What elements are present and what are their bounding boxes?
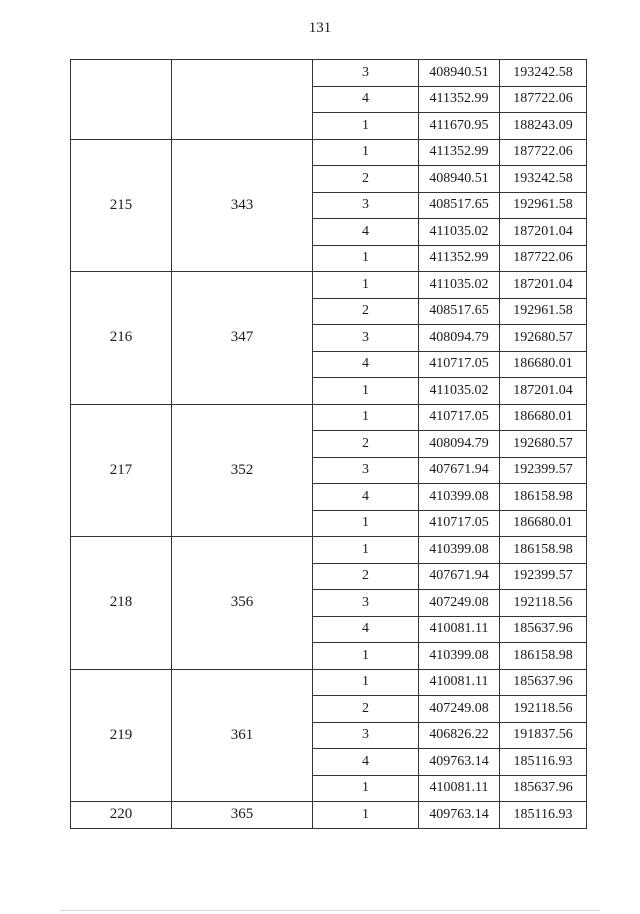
x-coordinate-cell: 411352.99 bbox=[419, 139, 500, 166]
y-coordinate-cell: 193242.58 bbox=[500, 60, 587, 87]
x-coordinate-cell: 410081.11 bbox=[419, 775, 500, 802]
y-coordinate-cell: 192118.56 bbox=[500, 696, 587, 723]
y-coordinate-cell: 192118.56 bbox=[500, 590, 587, 617]
point-number-cell: 1 bbox=[313, 139, 419, 166]
parcel-number-cell: 218 bbox=[71, 537, 172, 670]
area-cell: 356 bbox=[172, 537, 313, 670]
point-number-cell: 3 bbox=[313, 325, 419, 352]
x-coordinate-cell: 411035.02 bbox=[419, 272, 500, 299]
x-coordinate-cell: 407671.94 bbox=[419, 563, 500, 590]
parcel-number-cell bbox=[71, 60, 172, 140]
y-coordinate-cell: 191837.56 bbox=[500, 722, 587, 749]
area-cell: 343 bbox=[172, 139, 313, 272]
y-coordinate-cell: 187722.06 bbox=[500, 245, 587, 272]
point-number-cell: 1 bbox=[313, 404, 419, 431]
x-coordinate-cell: 410717.05 bbox=[419, 404, 500, 431]
area-cell: 361 bbox=[172, 669, 313, 802]
area-cell bbox=[172, 60, 313, 140]
area-cell: 365 bbox=[172, 802, 313, 829]
y-coordinate-cell: 188243.09 bbox=[500, 113, 587, 140]
point-number-cell: 4 bbox=[313, 351, 419, 378]
x-coordinate-cell: 408517.65 bbox=[419, 192, 500, 219]
x-coordinate-cell: 411352.99 bbox=[419, 245, 500, 272]
point-number-cell: 1 bbox=[313, 775, 419, 802]
point-number-cell: 4 bbox=[313, 616, 419, 643]
x-coordinate-cell: 408940.51 bbox=[419, 60, 500, 87]
x-coordinate-cell: 411670.95 bbox=[419, 113, 500, 140]
y-coordinate-cell: 192399.57 bbox=[500, 457, 587, 484]
x-coordinate-cell: 410081.11 bbox=[419, 616, 500, 643]
point-number-cell: 4 bbox=[313, 219, 419, 246]
point-number-cell: 2 bbox=[313, 166, 419, 193]
point-number-cell: 4 bbox=[313, 749, 419, 776]
y-coordinate-cell: 187201.04 bbox=[500, 272, 587, 299]
coordinates-table bbox=[70, 59, 587, 829]
point-number-cell: 3 bbox=[313, 60, 419, 87]
point-number-cell: 2 bbox=[313, 563, 419, 590]
y-coordinate-cell: 186680.01 bbox=[500, 404, 587, 431]
x-coordinate-cell: 410399.08 bbox=[419, 484, 500, 511]
y-coordinate-cell: 186158.98 bbox=[500, 537, 587, 564]
y-coordinate-cell: 185637.96 bbox=[500, 669, 587, 696]
parcel-number-cell: 220 bbox=[71, 802, 172, 829]
y-coordinate-cell: 192961.58 bbox=[500, 298, 587, 325]
y-coordinate-cell: 187722.06 bbox=[500, 139, 587, 166]
y-coordinate-cell: 186680.01 bbox=[500, 510, 587, 537]
point-number-cell: 3 bbox=[313, 457, 419, 484]
table-row bbox=[71, 537, 587, 564]
point-number-cell: 3 bbox=[313, 192, 419, 219]
x-coordinate-cell: 407249.08 bbox=[419, 696, 500, 723]
x-coordinate-cell: 410717.05 bbox=[419, 351, 500, 378]
x-coordinate-cell: 407249.08 bbox=[419, 590, 500, 617]
point-number-cell: 2 bbox=[313, 431, 419, 458]
point-number-cell: 1 bbox=[313, 245, 419, 272]
point-number-cell: 1 bbox=[313, 669, 419, 696]
y-coordinate-cell: 193242.58 bbox=[500, 166, 587, 193]
point-number-cell: 1 bbox=[313, 537, 419, 564]
x-coordinate-cell: 407671.94 bbox=[419, 457, 500, 484]
point-number-cell: 1 bbox=[313, 378, 419, 405]
table-row bbox=[71, 669, 587, 696]
point-number-cell: 2 bbox=[313, 298, 419, 325]
point-number-cell: 4 bbox=[313, 484, 419, 511]
point-number-cell: 3 bbox=[313, 590, 419, 617]
parcel-number-cell: 217 bbox=[71, 404, 172, 537]
y-coordinate-cell: 185116.93 bbox=[500, 749, 587, 776]
point-number-cell: 4 bbox=[313, 86, 419, 113]
y-coordinate-cell: 192680.57 bbox=[500, 325, 587, 352]
x-coordinate-cell: 408517.65 bbox=[419, 298, 500, 325]
x-coordinate-cell: 410399.08 bbox=[419, 643, 500, 670]
table-row bbox=[71, 272, 587, 299]
point-number-cell: 1 bbox=[313, 643, 419, 670]
table-row bbox=[71, 139, 587, 166]
area-cell: 347 bbox=[172, 272, 313, 405]
table-row bbox=[71, 60, 587, 87]
y-coordinate-cell: 185637.96 bbox=[500, 775, 587, 802]
x-coordinate-cell: 409763.14 bbox=[419, 802, 500, 829]
x-coordinate-cell: 410399.08 bbox=[419, 537, 500, 564]
point-number-cell: 2 bbox=[313, 696, 419, 723]
parcel-number-cell: 216 bbox=[71, 272, 172, 405]
y-coordinate-cell: 186158.98 bbox=[500, 484, 587, 511]
y-coordinate-cell: 185637.96 bbox=[500, 616, 587, 643]
x-coordinate-cell: 408094.79 bbox=[419, 431, 500, 458]
point-number-cell: 1 bbox=[313, 802, 419, 829]
y-coordinate-cell: 186158.98 bbox=[500, 643, 587, 670]
y-coordinate-cell: 192680.57 bbox=[500, 431, 587, 458]
table-row bbox=[71, 404, 587, 431]
y-coordinate-cell: 185116.93 bbox=[500, 802, 587, 829]
point-number-cell: 1 bbox=[313, 272, 419, 299]
point-number-cell: 3 bbox=[313, 722, 419, 749]
parcel-number-cell: 219 bbox=[71, 669, 172, 802]
point-number-cell: 1 bbox=[313, 510, 419, 537]
y-coordinate-cell: 192399.57 bbox=[500, 563, 587, 590]
x-coordinate-cell: 411035.02 bbox=[419, 219, 500, 246]
y-coordinate-cell: 187722.06 bbox=[500, 86, 587, 113]
x-coordinate-cell: 409763.14 bbox=[419, 749, 500, 776]
x-coordinate-cell: 411035.02 bbox=[419, 378, 500, 405]
y-coordinate-cell: 187201.04 bbox=[500, 378, 587, 405]
y-coordinate-cell: 187201.04 bbox=[500, 219, 587, 246]
parcel-number-cell: 215 bbox=[71, 139, 172, 272]
x-coordinate-cell: 406826.22 bbox=[419, 722, 500, 749]
table-row bbox=[71, 802, 587, 829]
x-coordinate-cell: 410717.05 bbox=[419, 510, 500, 537]
x-coordinate-cell: 408094.79 bbox=[419, 325, 500, 352]
point-number-cell: 1 bbox=[313, 113, 419, 140]
x-coordinate-cell: 408940.51 bbox=[419, 166, 500, 193]
scan-edge-line bbox=[60, 910, 600, 911]
page-number: 131 bbox=[308, 20, 332, 36]
y-coordinate-cell: 192961.58 bbox=[500, 192, 587, 219]
y-coordinate-cell: 186680.01 bbox=[500, 351, 587, 378]
x-coordinate-cell: 410081.11 bbox=[419, 669, 500, 696]
x-coordinate-cell: 411352.99 bbox=[419, 86, 500, 113]
area-cell: 352 bbox=[172, 404, 313, 537]
